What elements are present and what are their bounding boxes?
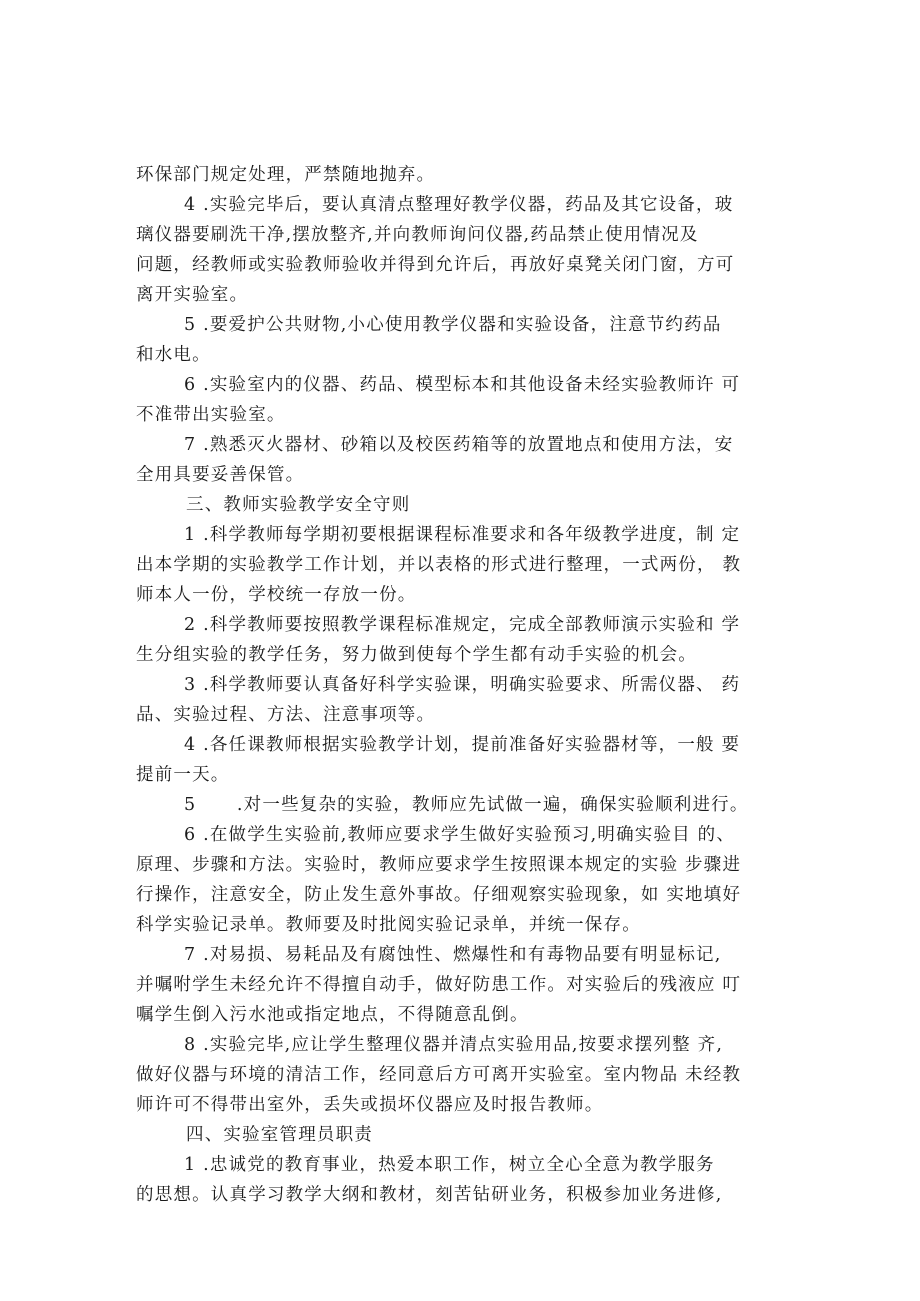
text-line: 离开实验室。 xyxy=(136,285,249,305)
text-line: 原理、步骤和方法。实验时，教师应要求学生按照课本规定的实验 步骤进 xyxy=(136,855,742,875)
text-line: 做好仪器与环境的清洁工作，经同意后方可离开实验室。室内物品 未经教 xyxy=(136,1065,742,1085)
text-line: 3 .科学教师要认真备好科学实验课，明确实验要求、所需仪器、 药 xyxy=(184,675,741,695)
text-line: 4 .各任课教师根据实验教学计划，提前准备好实验器材等，一般 要 xyxy=(184,735,741,755)
text-line: 出本学期的实验教学工作计划，并以表格的形式进行整理，一式两份， 教 xyxy=(136,555,742,575)
text-line: 6 .在做学生实验前,教师应要求学生做好实验预习,明确实验目 的、 xyxy=(184,825,736,845)
text-line: 嘱学生倒入污水池或指定地点，不得随意乱倒。 xyxy=(136,1005,529,1025)
text-line: 师本人一份，学校统一存放一份。 xyxy=(136,585,417,605)
text-line: 7 .熟悉灭火器材、砂箱以及校医药箱等的放置地点和使用方法，安 xyxy=(184,435,734,455)
text-line: 品、实验过程、方法、注意事项等。 xyxy=(136,705,436,725)
text-line: 的思想。认真学习教学大纲和教材，刻苦钻研业务，积极参加业务进修, xyxy=(136,1185,723,1205)
section-heading: 三、教师实验教学安全守则 xyxy=(186,495,411,515)
text-line: 并嘱咐学生未经允许不得擅自动手，做好防患工作。对实验后的残液应 叮 xyxy=(136,975,742,995)
section-heading: 四、实验室管理员职责 xyxy=(186,1125,373,1145)
text-line: 行操作，注意安全，防止发生意外事故。仔细观察实验现象，如 实地填好 xyxy=(136,885,742,905)
text-line: 5 .要爱护公共财物,小心使用教学仪器和实验设备，注意节约药品 xyxy=(184,315,722,335)
text-line: 环保部门规定处理，严禁随地抛弃。 xyxy=(136,165,436,185)
text-line: 提前一天。 xyxy=(136,765,230,785)
text-line: 1 .科学教师每学期初要根据课程标准要求和各年级教学进度，制 定 xyxy=(184,525,741,545)
text-line: 生分组实验的教学任务，努力做到使每个学生都有动手实验的机会。 xyxy=(136,645,697,665)
text-line: 8 .实验完毕,应让学生整理仪器并清点实验用品,按要求摆列整 齐, xyxy=(184,1035,724,1055)
text-line: 全用具要妥善保管。 xyxy=(136,465,305,485)
text-line: 2 .科学教师要按照教学课程标准规定，完成全部教师演示实验和 学 xyxy=(184,615,741,635)
text-line: 4 .实验完毕后，要认真清点整理好教学仪器，药品及其它设备，玻 xyxy=(184,195,734,215)
text-line: 6 .实验室内的仪器、药品、模型标本和其他设备未经实验教师许 可 xyxy=(184,375,741,395)
text-line: 师许可不得带出室外，丢失或损坏仪器应及时报告教师。 xyxy=(136,1095,604,1115)
text-line: 5 .对一些复杂的实验，教师应先试做一遍，确保实验顺利进行。 xyxy=(184,795,749,815)
text-line: 科学实验记录单。教师要及时批阅实验记录单，并统一保存。 xyxy=(136,915,641,935)
text-line: 和水电。 xyxy=(136,345,211,365)
text-line: 1 .忠诚党的教育事业，热爱本职工作，树立全心全意为教学服务 xyxy=(184,1155,715,1175)
text-line: 7 .对易损、易耗品及有腐蚀性、燃爆性和有毒物品要有明显标记, xyxy=(184,945,722,965)
text-line: 问题，经教师或实验教师验收并得到允许后，再放好桌凳关闭门窗，方可 xyxy=(136,255,735,275)
text-line: 不准带出实验室。 xyxy=(136,405,286,425)
document-body xyxy=(136,160,786,1210)
text-line: 璃仪器要刷洗干净,摆放整齐,并向教师询问仪器,药品禁止使用情况及 xyxy=(136,225,699,245)
